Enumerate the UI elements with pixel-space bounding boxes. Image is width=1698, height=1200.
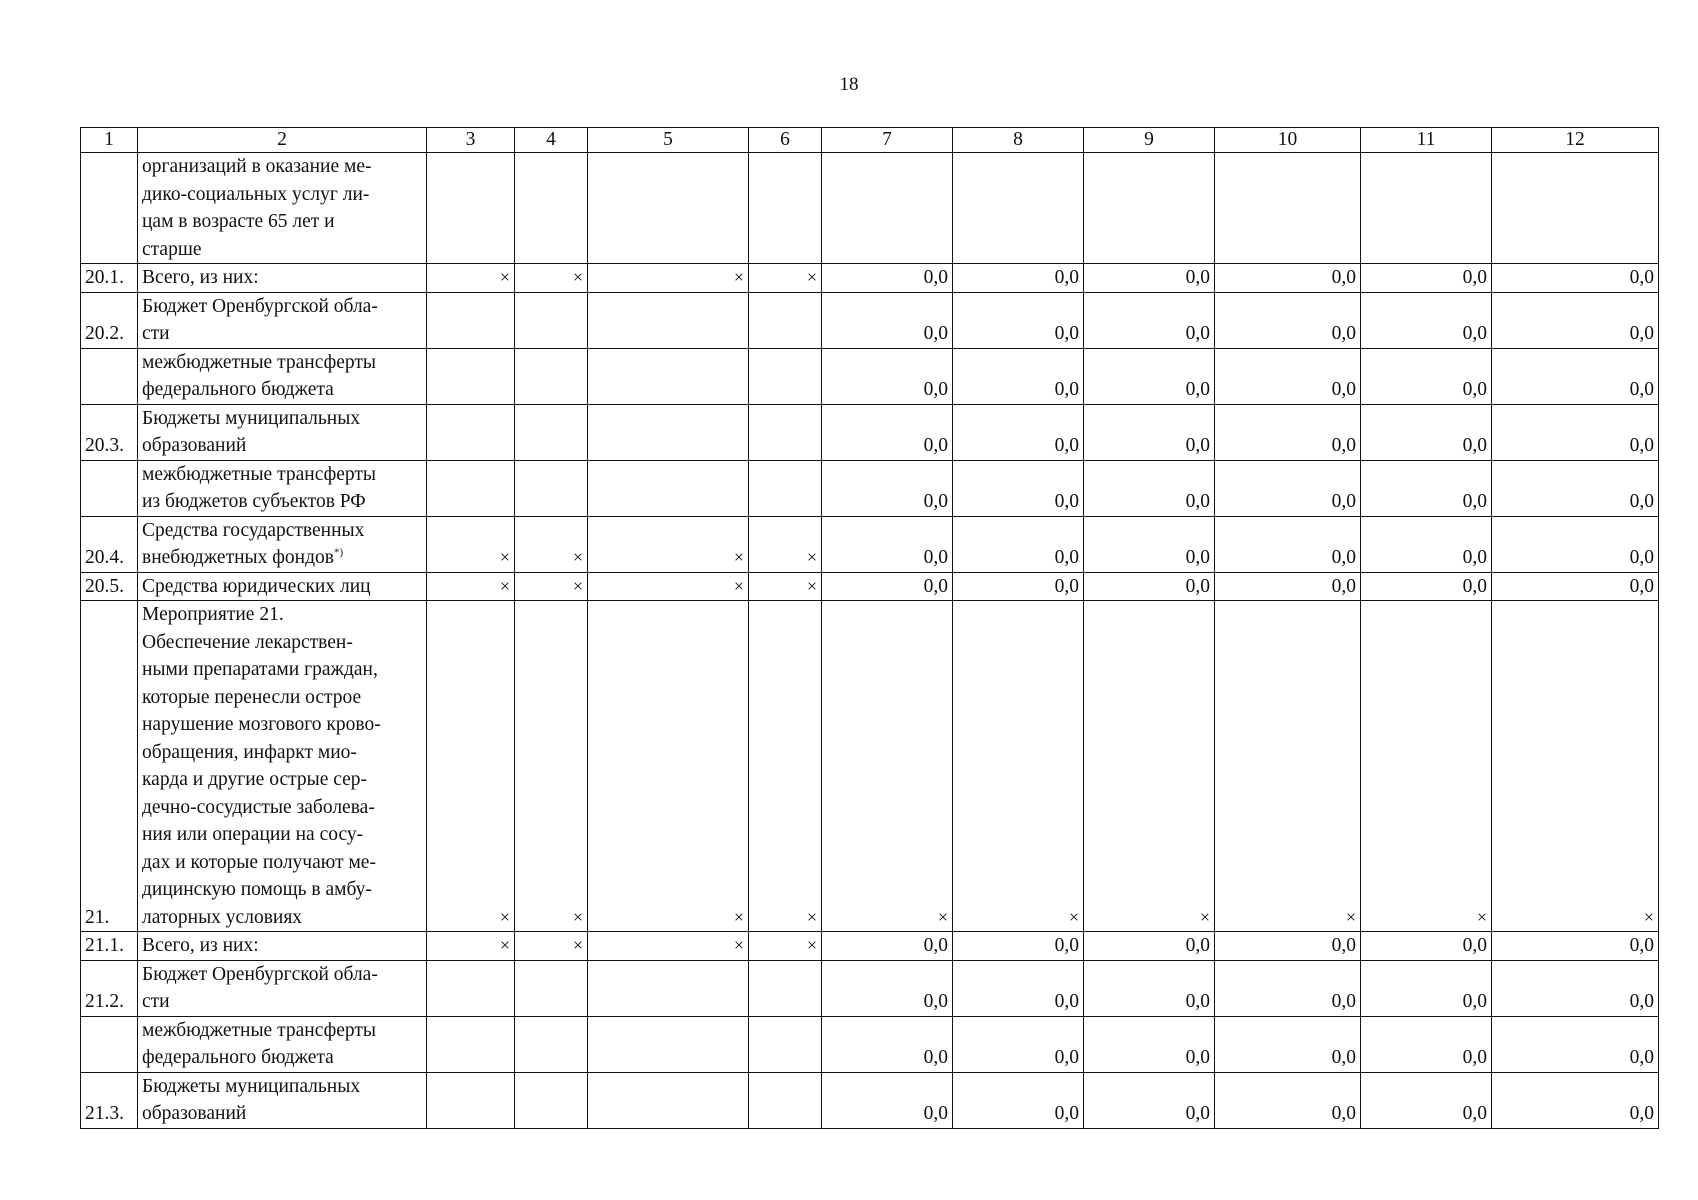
cell-c4: [515, 404, 588, 460]
value-cell-col11: 0,0: [1361, 348, 1492, 404]
row-description: [138, 153, 427, 264]
col-header: 9: [1084, 128, 1215, 153]
description-line: [142, 208, 422, 236]
cell-c6: [749, 1072, 822, 1128]
row-description: [138, 292, 427, 348]
description-line: [142, 629, 422, 657]
value-cell-col12: 0,0: [1492, 404, 1659, 460]
table-body: [81, 153, 1659, 1129]
description-line: [142, 1100, 422, 1128]
description-text: Средства юридических лиц: [142, 575, 371, 597]
value-cell-col7: 0,0: [822, 1016, 953, 1072]
cell-c4: ×: [515, 601, 588, 932]
description-line: [142, 932, 422, 960]
value-cell-col8: 0,0: [953, 1016, 1084, 1072]
description-text: которые перенесли острое: [142, 686, 362, 708]
value-cell-col10: 0,0: [1215, 960, 1361, 1016]
cell-c6: ×: [749, 932, 822, 961]
description-line: [142, 293, 422, 321]
table-row: [81, 932, 1659, 961]
row-description: [138, 1016, 427, 1072]
row-description: [138, 264, 427, 293]
description-line: [142, 573, 422, 601]
description-text: латорных условиях: [142, 906, 303, 928]
value-cell-col9: 0,0: [1084, 460, 1215, 516]
value-cell-col7: 0,0: [822, 932, 953, 961]
value-cell-col9: 0,0: [1084, 348, 1215, 404]
value-cell-col8: ×: [953, 601, 1084, 932]
value-cell-col8: 0,0: [953, 516, 1084, 572]
cell-c6: [749, 404, 822, 460]
description-text: дечно-сосудистые заболева-: [142, 796, 375, 818]
description-text: Бюджет Оренбургской обла-: [142, 295, 378, 317]
cell-c3: [427, 1016, 515, 1072]
value-cell-col12: 0,0: [1492, 460, 1659, 516]
row-description: [138, 404, 427, 460]
value-cell-col12: 0,0: [1492, 516, 1659, 572]
description-text: ния или операции на сосу-: [142, 824, 364, 845]
cell-c3: [427, 404, 515, 460]
description-line: [142, 544, 422, 572]
value-cell-col7: 0,0: [822, 348, 953, 404]
description-line: [142, 181, 422, 209]
value-cell-col7: [822, 153, 953, 264]
value-cell-col11: 0,0: [1361, 572, 1492, 601]
description-text: Всего, из них:: [142, 267, 259, 288]
description-text: федерального бюджета: [142, 1047, 334, 1068]
value-cell-col8: 0,0: [953, 460, 1084, 516]
value-cell-col9: 0,0: [1084, 572, 1215, 601]
cell-c5: ×: [588, 601, 749, 932]
col-header: 6: [749, 128, 822, 153]
value-cell-col9: 0,0: [1084, 516, 1215, 572]
cell-c6: [749, 1016, 822, 1072]
value-cell-col7: 0,0: [822, 292, 953, 348]
value-cell-col7: 0,0: [822, 264, 953, 293]
cell-c6: [749, 153, 822, 264]
value-cell-col11: 0,0: [1361, 460, 1492, 516]
value-cell-col10: 0,0: [1215, 1016, 1361, 1072]
value-cell-col11: 0,0: [1361, 1072, 1492, 1128]
description-line: [142, 264, 422, 292]
table-row: [81, 460, 1659, 516]
description-line: [142, 711, 422, 739]
description-line: [142, 488, 422, 516]
description-text: межбюджетные трансферты: [142, 463, 376, 485]
table-row: [81, 516, 1659, 572]
row-number: 20.3.: [81, 404, 138, 460]
table-row: [81, 601, 1659, 932]
footnote-mark: *): [333, 546, 344, 559]
row-number: [81, 348, 138, 404]
description-line: [142, 961, 422, 989]
description-line: [142, 601, 422, 629]
description-line: [142, 849, 422, 877]
column-number-row: [81, 128, 1659, 153]
cell-c5: [588, 1016, 749, 1072]
value-cell-col10: 0,0: [1215, 932, 1361, 961]
value-cell-col9: 0,0: [1084, 404, 1215, 460]
cell-c3: ×: [427, 516, 515, 572]
col-header: 10: [1215, 128, 1361, 153]
value-cell-col11: 0,0: [1361, 1016, 1492, 1072]
row-number: 21.1.: [81, 932, 138, 961]
table-row: [81, 960, 1659, 1016]
value-cell-col9: 0,0: [1084, 932, 1215, 961]
description-text: образований: [142, 1103, 247, 1124]
description-text: межбюджетные трансферты: [142, 1019, 376, 1041]
cell-c5: ×: [588, 572, 749, 601]
description-text: цам в возрасте 65 лет и: [142, 211, 335, 232]
cell-c4: [515, 292, 588, 348]
description-line: [142, 988, 422, 1016]
row-number: 20.1.: [81, 264, 138, 293]
cell-c5: [588, 292, 749, 348]
cell-c6: ×: [749, 516, 822, 572]
table-row: [81, 292, 1659, 348]
col-header: 4: [515, 128, 588, 153]
value-cell-col12: 0,0: [1492, 960, 1659, 1016]
col-header: 3: [427, 128, 515, 153]
value-cell-col7: 0,0: [822, 404, 953, 460]
row-description: [138, 932, 427, 961]
value-cell-col7: 0,0: [822, 572, 953, 601]
description-text: внебюджетных фондов: [142, 547, 334, 568]
description-line: [142, 739, 422, 767]
cell-c5: ×: [588, 516, 749, 572]
description-text: организаций в оказание ме-: [142, 156, 372, 177]
value-cell-col10: 0,0: [1215, 460, 1361, 516]
row-number: 20.2.: [81, 292, 138, 348]
cell-c4: ×: [515, 264, 588, 293]
table-row: [81, 404, 1659, 460]
value-cell-col8: 0,0: [953, 292, 1084, 348]
value-cell-col12: 0,0: [1492, 348, 1659, 404]
cell-c5: [588, 960, 749, 1016]
cell-c4: ×: [515, 516, 588, 572]
col-header: 11: [1361, 128, 1492, 153]
description-text: сти: [142, 323, 170, 344]
row-number: 21.3.: [81, 1072, 138, 1128]
value-cell-col8: 0,0: [953, 932, 1084, 961]
value-cell-col10: ×: [1215, 601, 1361, 932]
description-text: нарушение мозгового крово-: [142, 714, 381, 735]
col-header: 7: [822, 128, 953, 153]
cell-c3: ×: [427, 572, 515, 601]
row-number: 20.4.: [81, 516, 138, 572]
table-row: [81, 264, 1659, 293]
value-cell-col11: 0,0: [1361, 404, 1492, 460]
value-cell-col9: 0,0: [1084, 292, 1215, 348]
value-cell-col9: 0,0: [1084, 1016, 1215, 1072]
description-text: Бюджеты муниципальных: [142, 1075, 361, 1097]
row-description: [138, 460, 427, 516]
value-cell-col12: ×: [1492, 601, 1659, 932]
cell-c4: [515, 960, 588, 1016]
table-row: [81, 348, 1659, 404]
value-cell-col7: 0,0: [822, 1072, 953, 1128]
description-text: старше: [142, 238, 202, 260]
row-description: [138, 348, 427, 404]
value-cell-col10: 0,0: [1215, 516, 1361, 572]
description-line: [142, 376, 422, 404]
value-cell-col11: 0,0: [1361, 932, 1492, 961]
description-line: [142, 153, 422, 181]
cell-c6: ×: [749, 572, 822, 601]
row-number: [81, 1016, 138, 1072]
description-line: [142, 821, 422, 849]
value-cell-col10: 0,0: [1215, 292, 1361, 348]
cell-c4: [515, 460, 588, 516]
value-cell-col11: 0,0: [1361, 960, 1492, 1016]
cell-c5: [588, 1072, 749, 1128]
row-description: [138, 516, 427, 572]
description-text: федерального бюджета: [142, 379, 334, 400]
cell-c6: ×: [749, 264, 822, 293]
col-header: 2: [138, 128, 427, 153]
description-line: [142, 432, 422, 460]
cell-c6: [749, 460, 822, 516]
value-cell-col12: [1492, 153, 1659, 264]
value-cell-col7: 0,0: [822, 516, 953, 572]
cell-c5: [588, 460, 749, 516]
col-header: 1: [81, 128, 138, 153]
description-text: из бюджетов субъектов РФ: [142, 491, 366, 512]
value-cell-col7: 0,0: [822, 960, 953, 1016]
description-line: [142, 876, 422, 904]
value-cell-col9: [1084, 153, 1215, 264]
page-number: 18: [839, 74, 859, 95]
row-number: 21.2.: [81, 960, 138, 1016]
description-line: [142, 461, 422, 489]
cell-c4: ×: [515, 572, 588, 601]
description-line: [142, 1073, 422, 1101]
description-text: дах и которые получают ме-: [142, 851, 376, 873]
description-line: [142, 656, 422, 684]
description-text: Бюджет Оренбургской обла-: [142, 963, 378, 985]
cell-c4: ×: [515, 932, 588, 961]
table-row: [81, 572, 1659, 601]
value-cell-col10: 0,0: [1215, 348, 1361, 404]
cell-c3: [427, 292, 515, 348]
cell-c3: ×: [427, 601, 515, 932]
cell-c4: [515, 348, 588, 404]
col-header: 5: [588, 128, 749, 153]
description-text: межбюджетные трансферты: [142, 351, 376, 373]
cell-c5: ×: [588, 932, 749, 961]
cell-c4: [515, 1072, 588, 1128]
cell-c5: [588, 404, 749, 460]
cell-c3: [427, 460, 515, 516]
row-number: [81, 153, 138, 264]
cell-c4: [515, 1016, 588, 1072]
description-line: [142, 1017, 422, 1045]
row-description: [138, 572, 427, 601]
value-cell-col12: 0,0: [1492, 292, 1659, 348]
col-header: 8: [953, 128, 1084, 153]
row-description: [138, 1072, 427, 1128]
row-number: 20.5.: [81, 572, 138, 601]
description-text: Всего, из них:: [142, 935, 259, 956]
value-cell-col8: 0,0: [953, 960, 1084, 1016]
cell-c3: ×: [427, 932, 515, 961]
value-cell-col11: 0,0: [1361, 264, 1492, 293]
budget-table: [80, 127, 1659, 1129]
description-text: Бюджеты муниципальных: [142, 407, 361, 429]
description-text: Средства государственных: [142, 519, 365, 541]
description-line: [142, 320, 422, 348]
cell-c6: [749, 348, 822, 404]
cell-c5: [588, 348, 749, 404]
description-line: [142, 236, 422, 264]
value-cell-col9: ×: [1084, 601, 1215, 932]
col-header: 12: [1492, 128, 1659, 153]
description-text: дико-социальных услуг ли-: [142, 183, 370, 205]
value-cell-col12: 0,0: [1492, 264, 1659, 293]
value-cell-col12: 0,0: [1492, 1016, 1659, 1072]
value-cell-col10: [1215, 153, 1361, 264]
table-row: [81, 1072, 1659, 1128]
description-line: [142, 349, 422, 377]
value-cell-col7: ×: [822, 601, 953, 932]
value-cell-col8: 0,0: [953, 572, 1084, 601]
description-text: обращения, инфаркт мио-: [142, 741, 357, 763]
value-cell-col8: 0,0: [953, 404, 1084, 460]
value-cell-col9: 0,0: [1084, 960, 1215, 1016]
cell-c3: [427, 960, 515, 1016]
description-text: образований: [142, 435, 247, 456]
description-line: [142, 904, 422, 932]
description-text: сти: [142, 991, 170, 1012]
cell-c3: ×: [427, 264, 515, 293]
cell-c6: ×: [749, 601, 822, 932]
value-cell-col11: [1361, 153, 1492, 264]
description-line: [142, 1044, 422, 1072]
cell-c5: ×: [588, 264, 749, 293]
value-cell-col11: ×: [1361, 601, 1492, 932]
value-cell-col11: 0,0: [1361, 292, 1492, 348]
value-cell-col10: 0,0: [1215, 264, 1361, 293]
table-row: [81, 153, 1659, 264]
value-cell-col8: 0,0: [953, 1072, 1084, 1128]
description-line: [142, 766, 422, 794]
description-line: [142, 794, 422, 822]
cell-c3: [427, 153, 515, 264]
value-cell-col8: 0,0: [953, 348, 1084, 404]
description-text: дицинскую помощь в амбу-: [142, 879, 372, 900]
value-cell-col8: [953, 153, 1084, 264]
cell-c3: [427, 348, 515, 404]
description-text: Обеспечение лекарствен-: [142, 631, 353, 653]
description-text: карда и другие острые сер-: [142, 769, 368, 790]
description-text: ными препаратами граждан,: [142, 659, 378, 680]
value-cell-col12: 0,0: [1492, 572, 1659, 601]
value-cell-col10: 0,0: [1215, 1072, 1361, 1128]
cell-c4: [515, 153, 588, 264]
value-cell-col11: 0,0: [1361, 516, 1492, 572]
description-line: [142, 684, 422, 712]
cell-c6: [749, 960, 822, 1016]
value-cell-col8: 0,0: [953, 264, 1084, 293]
table-row: [81, 1016, 1659, 1072]
row-description: [138, 601, 427, 932]
description-text: Мероприятие 21.: [142, 604, 284, 625]
row-number: [81, 460, 138, 516]
cell-c5: [588, 153, 749, 264]
row-number: 21.: [81, 601, 138, 932]
value-cell-col7: 0,0: [822, 460, 953, 516]
cell-c6: [749, 292, 822, 348]
value-cell-col12: 0,0: [1492, 932, 1659, 961]
value-cell-col9: 0,0: [1084, 1072, 1215, 1128]
value-cell-col9: 0,0: [1084, 264, 1215, 293]
description-line: [142, 517, 422, 545]
cell-c3: [427, 1072, 515, 1128]
value-cell-col10: 0,0: [1215, 572, 1361, 601]
row-description: [138, 960, 427, 1016]
description-line: [142, 405, 422, 433]
value-cell-col10: 0,0: [1215, 404, 1361, 460]
value-cell-col12: 0,0: [1492, 1072, 1659, 1128]
